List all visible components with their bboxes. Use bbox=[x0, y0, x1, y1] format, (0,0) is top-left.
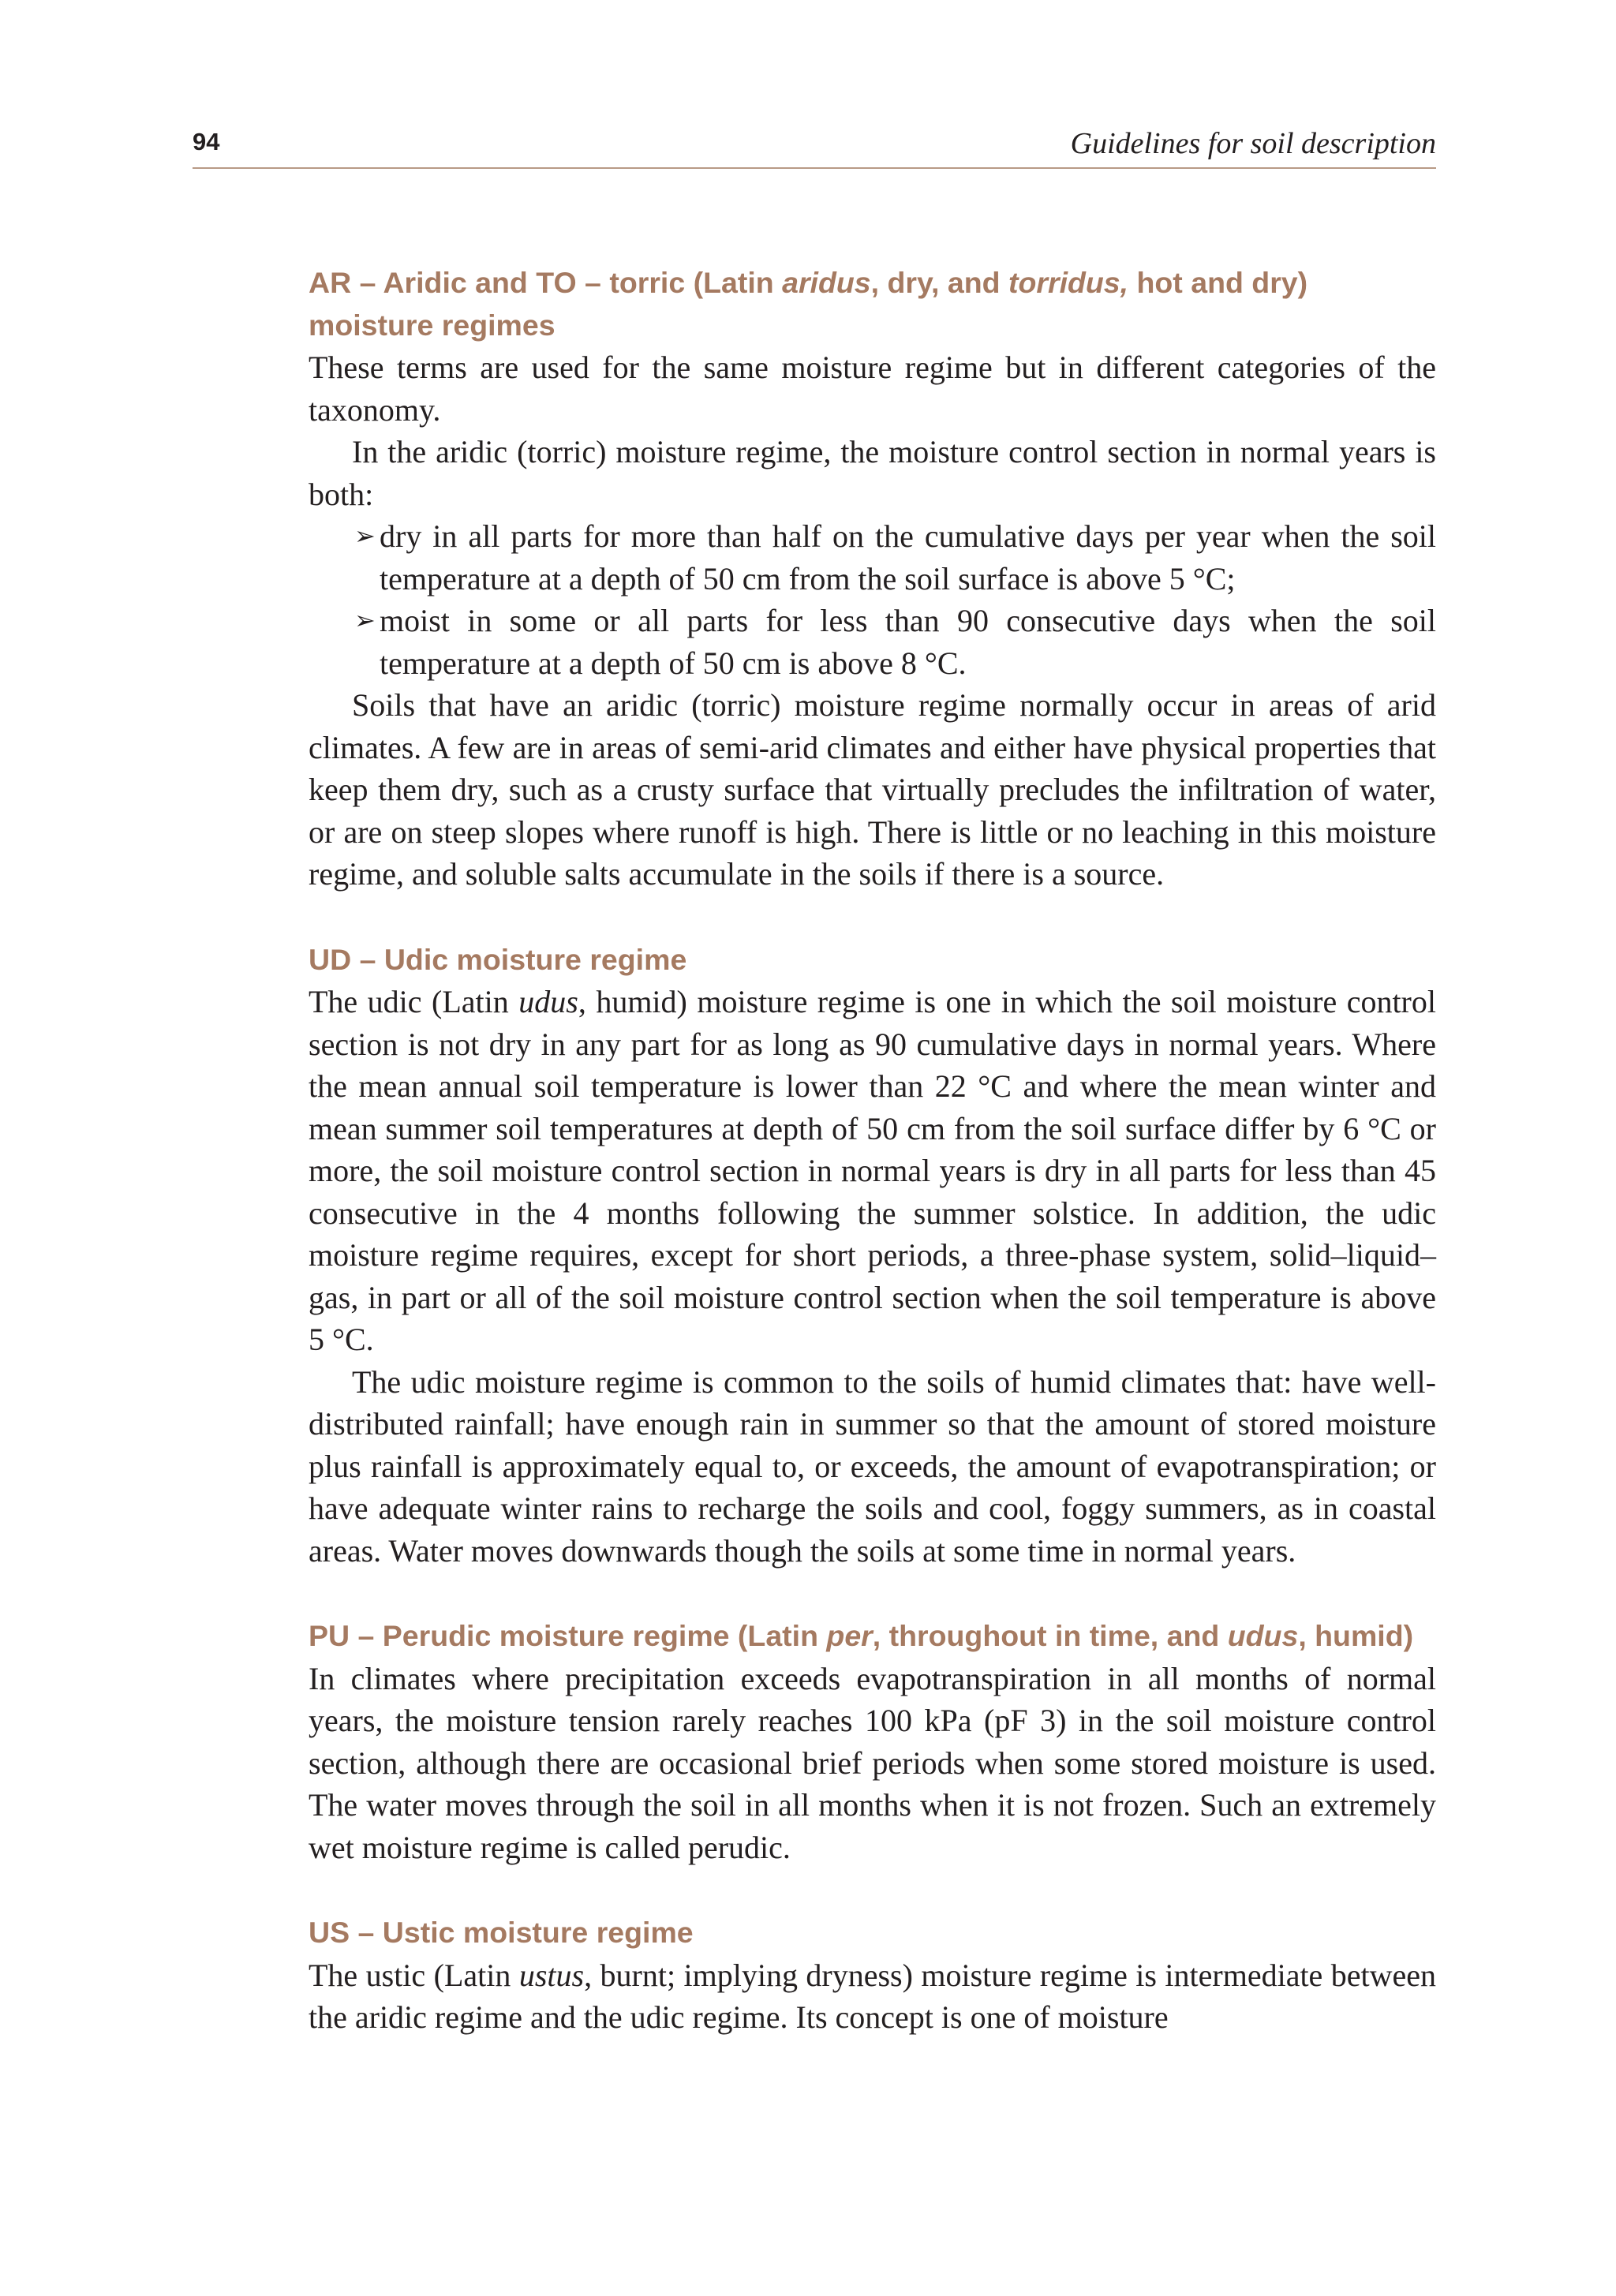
page-header bbox=[193, 125, 1436, 169]
arrow-bullet-icon: ➢ bbox=[354, 521, 376, 551]
section-heading-aridic: AR – Aridic and TO – torric (Latin aridus, dry, and torridus, hot and dry) moisture regimes bbox=[309, 266, 1308, 342]
list-item: ➢ moist in some or all parts for less than 90 consecutive days when the soil temperature at a depth of 50 cm is above 8 °C. bbox=[309, 600, 1436, 684]
running-title: Guidelines for soil description bbox=[1070, 127, 1436, 160]
paragraph: The udic moisture regime is common to the soils of humid climates that: have well-distributed rainfall; have enough rain in summer so that the amount of stored moisture plus rainfall is approximately equal to, or exceeds, the amount of evapotranspiration; or have adequate winter rains to recharge the soils and cool, foggy summers, as in coastal areas. Water moves downwards though the soils at some time in normal years. bbox=[309, 1363, 1436, 1569]
paragraph: These terms are used for the same moisture regime but in different categories of the taxonomy. bbox=[309, 350, 1436, 428]
paragraph: The udic (Latin udus, humid) moisture regime is one in which the soil moisture control section is not dry in any part for as long as 90 cumulative days in normal years. Where the mean annual soil temperature is lower than 22 °C and where the mean winter and mean summer soil temperatures at depth of 50 cm from the soil surface differ by 6 °C or more, the soil moisture control section in normal years is dry in all parts for less than 45 consecutive in the 4 months following the summer solstice. In addition, the udic moisture regime requires, except for short periods, a three-phase system, solid–liquid–gas, in part or all of the soil moisture control section when the soil temperature is above 5 °C. bbox=[309, 984, 1436, 1357]
section-heading-udic: UD – Udic moisture regime bbox=[309, 942, 687, 976]
section-heading-ustic: US – Ustic moisture regime bbox=[309, 1916, 694, 1949]
list-item: ➢ dry in all parts for more than half on the cumulative days per year when the soil temperature at a depth of 50 cm from the soil surface is above 5 °C; bbox=[309, 515, 1436, 600]
page-number: 94 bbox=[193, 128, 220, 155]
paragraph: In the aridic (torric) moisture regime, the moisture control section in normal years is both: bbox=[309, 434, 1436, 512]
paragraph: In climates where precipitation exceeds evapotranspiration in all months of normal years, the moisture tension rarely reaches 100 kPa (pF 3) in the soil moisture control section, although there are occasional brief periods when some stored moisture is used. The water moves through the soil in all months when it is not frozen. Such an extremely wet moisture regime is called perudic. bbox=[309, 1660, 1436, 1865]
page-body bbox=[309, 262, 1436, 2039]
paragraph: The ustic (Latin ustus, burnt; implying dryness) moisture regime is intermediate between the aridic regime and the udic regime. Its concept is one of moisture bbox=[309, 1957, 1437, 2035]
section-heading-perudic: PU – Perudic moisture regime (Latin per, throughout in time, and udus, humid) bbox=[309, 1619, 1414, 1652]
arrow-bullet-icon: ➢ bbox=[354, 605, 376, 635]
paragraph: Soils that have an aridic (torric) moisture regime normally occur in areas of arid climates. A few are in areas of semi-arid climates and either have physical properties that keep them dry, such as a crusty surface that virtually precludes the infiltration of water, or are on steep slopes where runoff is high. There is little or no leaching in this moisture regime, and soluble salts accumulate in the soils if there is a source. bbox=[309, 687, 1436, 892]
